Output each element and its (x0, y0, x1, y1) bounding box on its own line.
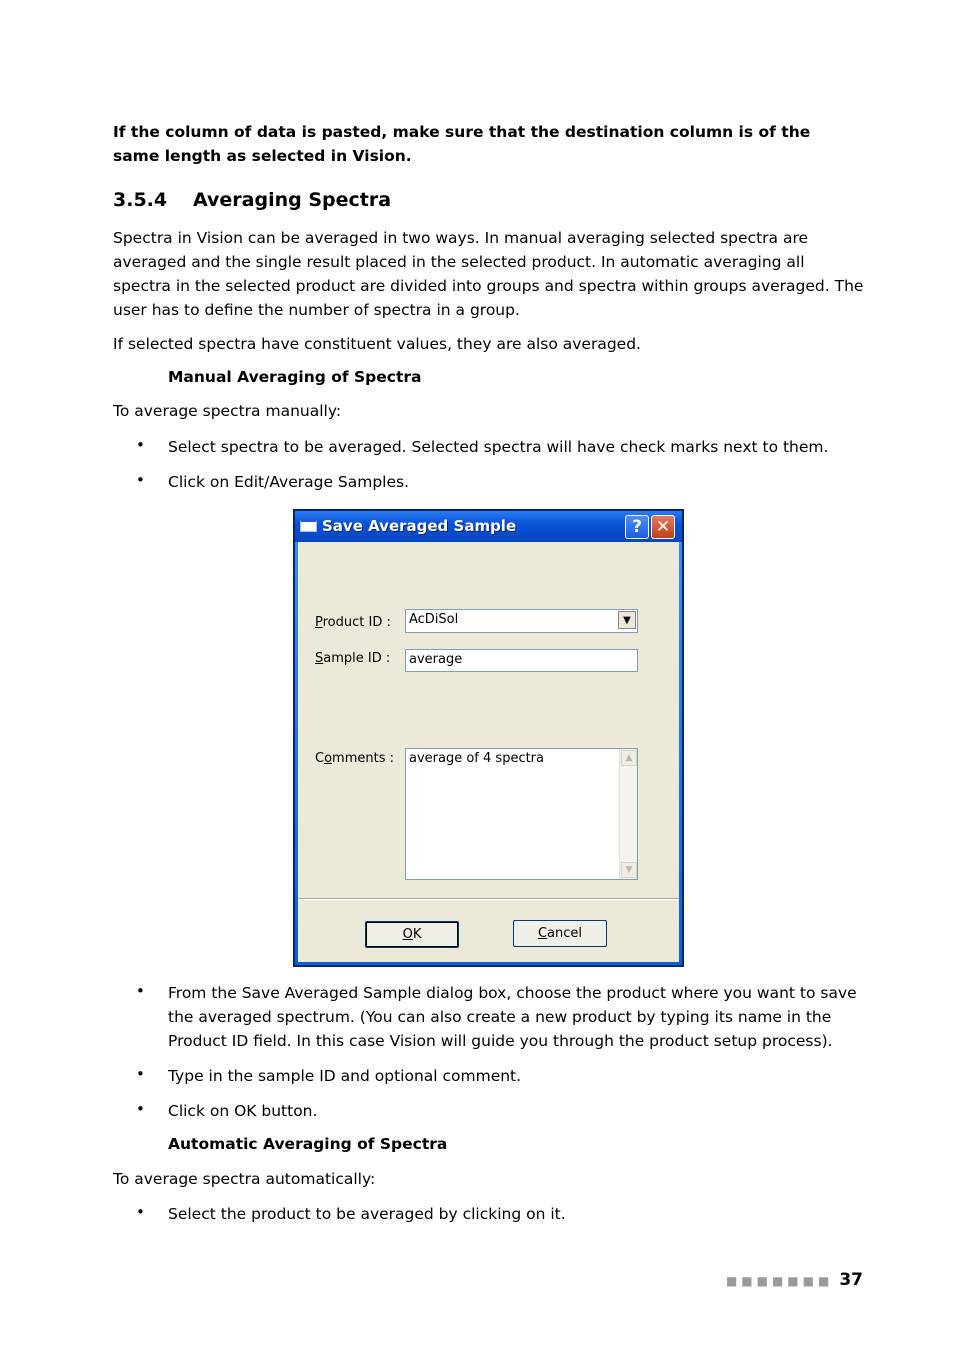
section-heading (113, 189, 391, 211)
manual-lead: To average spectra manually: (113, 402, 342, 420)
automatic-heading: Automatic Averaging of Spectra (168, 1135, 448, 1153)
help-button[interactable]: ? (625, 515, 649, 539)
manual-step-4: Type in the sample ID and optional comment. (168, 1067, 522, 1085)
comments-value: average of 4 spectra (409, 751, 544, 766)
manual-heading: Manual Averaging of Spectra (168, 368, 422, 386)
comments-textarea[interactable] (405, 748, 638, 880)
scroll-up-icon[interactable]: ▲ (621, 750, 637, 766)
dialog-title: Save Averaged Sample (322, 517, 517, 535)
product-id-label: Product ID : (315, 615, 391, 630)
warning-note: If the column of data is pasted, make sure that the destination column is of the same length as selected in Vision. (113, 123, 811, 165)
manual-step-3: From the Save Averaged Sample dialog box, choose the product where you want to save the averaged spectrum. (You can also create a new product by typing its name in the Product ID field. In this case Vision will guide you through the product setup process). (168, 984, 857, 1050)
bullet-dot: • (136, 1100, 145, 1118)
dialog-client-area (298, 542, 679, 962)
section-number: 3.5.4 (113, 189, 168, 211)
product-id-combobox[interactable] (405, 609, 638, 633)
dialog-titlebar[interactable] (295, 511, 682, 542)
comments-scrollbar[interactable] (619, 749, 637, 879)
dialog-frame (295, 511, 682, 965)
manual-step-1: Select spectra to be averaged. Selected spectra will have check marks next to them. (168, 438, 829, 456)
intro-paragraph: Spectra in Vision can be averaged in two ways. In manual averaging selected spectra are averaged and the single result placed in the selected product. In automatic averaging all spectra in the selected product are divided into groups and spectra within groups averaged. The user has to define the number of spectra in a group. (113, 229, 864, 319)
bullet-dot: • (136, 471, 145, 489)
automatic-step-1: Select the product to be averaged by clicking on it. (168, 1205, 566, 1223)
window-icon (300, 519, 317, 532)
chevron-down-icon[interactable]: ▼ (618, 611, 636, 629)
ok-button[interactable]: OK (365, 921, 459, 948)
bullet-dot: • (136, 436, 145, 454)
bullet-dot: • (136, 1065, 145, 1083)
section-title: Averaging Spectra (193, 189, 392, 211)
automatic-lead: To average spectra automatically: (113, 1170, 376, 1188)
sample-id-input[interactable]: average (405, 649, 638, 672)
cancel-button[interactable]: Cancel (513, 920, 607, 947)
manual-step-5: Click on OK button. (168, 1102, 318, 1120)
dialog-separator (298, 898, 679, 900)
page-footer (726, 1270, 863, 1290)
bullet-dot: • (136, 1203, 145, 1221)
close-button[interactable]: ✕ (651, 515, 675, 539)
comments-label: Comments : (315, 751, 394, 766)
save-averaged-sample-dialog (293, 509, 684, 967)
page-number: 37 (839, 1270, 863, 1290)
bullet-dot: • (136, 982, 145, 1000)
product-id-value: AcDiSol (409, 612, 459, 627)
footer-dots: ■■■■■■■ (725, 1274, 834, 1288)
scroll-down-icon[interactable]: ▼ (621, 862, 637, 878)
constituent-note: If selected spectra have constituent values, they are also averaged. (113, 335, 641, 353)
sample-id-label: Sample ID : (315, 651, 391, 666)
manual-step-2: Click on Edit/Average Samples. (168, 473, 410, 491)
